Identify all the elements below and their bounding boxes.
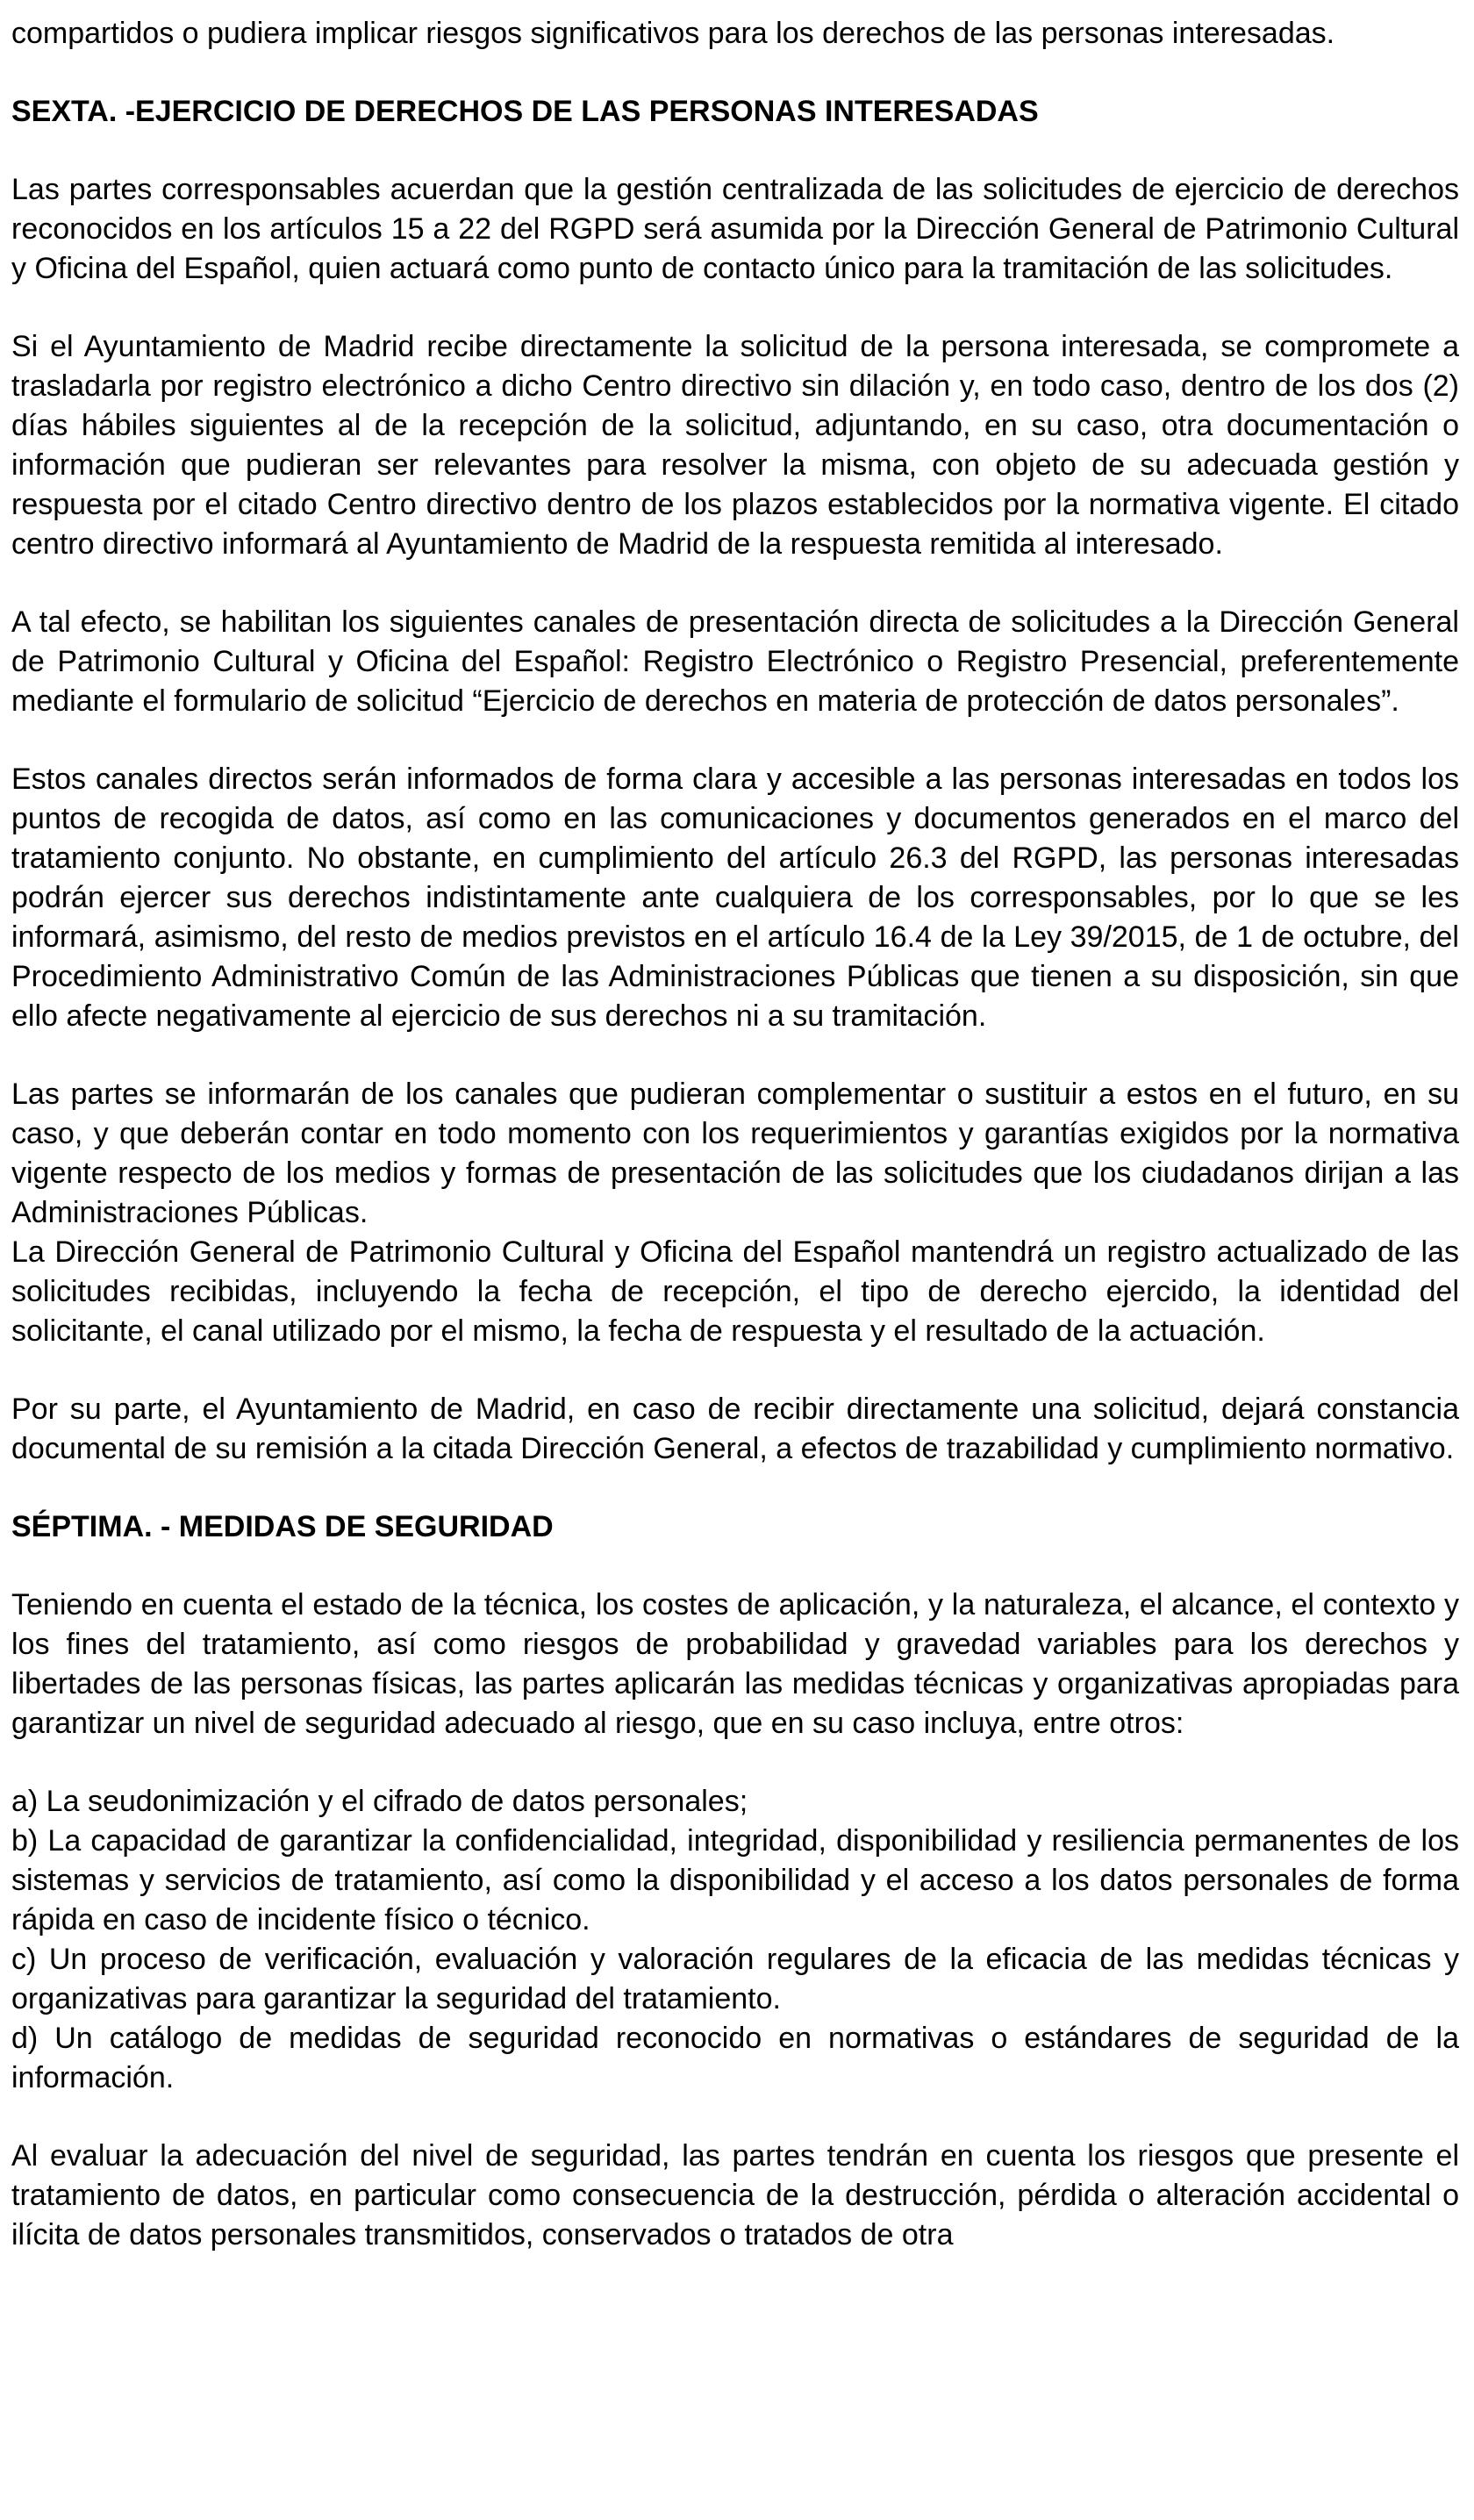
paragraph-continuation-bottom: Al evaluar la adecuación del nivel de seguridad, las partes tendrán en cuenta los riesgos que presente el tratamiento de datos, en particular como consecuencia de la destrucción, pérdida o alteración accidental o ilícita de datos personales transmitidos, conservados o tratados de otra (11, 2139, 1459, 2252)
paragraph-continuation-top: compartidos o pudiera implicar riesgos significativos para los derechos de las personas interesadas. (11, 17, 1335, 50)
section-heading-septima: SÉPTIMA. - MEDIDAS DE SEGURIDAD (11, 1510, 554, 1543)
list-item-d: d) Un catálogo de medidas de seguridad reconocido en normativas o estándares de seguridad de la información. (11, 2022, 1459, 2094)
paragraph: La Dirección General de Patrimonio Cultural y Oficina del Español mantendrá un registro actualizado de las solicitudes recibidas, incluyendo la fecha de recepción, el tipo de derecho ejercido, la identidad del solicitante, el canal utilizado por el mismo, la fecha de respuesta y el resultado de la actuación. (11, 1235, 1459, 1348)
list-item-c: c) Un proceso de verificación, evaluación y valoración regulares de la eficacia de las medidas técnicas y organizativas para garantizar la seguridad del tratamiento. (11, 1943, 1459, 2015)
paragraph: Teniendo en cuenta el estado de la técnica, los costes de aplicación, y la naturaleza, el alcance, el contexto y los fines del tratamiento, así como riesgos de probabilidad y gravedad variables para los derechos y libertades de las personas físicas, las partes aplicarán las medidas técnicas y organizativas apropiadas para garantizar un nivel de seguridad adecuado al riesgo, que en su caso incluya, entre otros: (11, 1588, 1459, 1740)
paragraph: A tal efecto, se habilitan los siguientes canales de presentación directa de solicitudes a la Dirección General de Patrimonio Cultural y Oficina del Español: Registro Electrónico o Registro Presencial, preferentemente mediante el formulario de solicitud “Ejercicio de derechos en materia de protección de datos personales”. (11, 605, 1459, 718)
paragraph: Si el Ayuntamiento de Madrid recibe directamente la solicitud de la persona interesada, se compromete a trasladarla por registro electrónico a dicho Centro directivo sin dilación y, en todo caso, dentro de los dos (2) días hábiles siguientes al de la recepción de la solicitud, adjuntando, en su caso, otra documentación o información que pudieran ser relevantes para resolver la misma, con objeto de su adecuada gestión y respuesta por el citado Centro directivo dentro de los plazos establecidos por la normativa vigente. El citado centro directivo informará al Ayuntamiento de Madrid de la respuesta remitida al interesado. (11, 330, 1459, 561)
list-item-b: b) La capacidad de garantizar la confidencialidad, integridad, disponibilidad y resiliencia permanentes de los sistemas y servicios de tratamiento, así como la disponibilidad y el acceso a los datos personales de forma rápida en caso de incidente físico o técnico. (11, 1824, 1459, 1937)
paragraph: Las partes se informarán de los canales que pudieran complementar o sustituir a estos en el futuro, en su caso, y que deberán contar en todo momento con los requerimientos y garantías exigidos por la normativa vigente respecto de los medios y formas de presentación de las solicitudes que los ciudadanos dirijan a las Administraciones Públicas. (11, 1077, 1459, 1229)
paragraph: Por su parte, el Ayuntamiento de Madrid, en caso de recibir directamente una solicitud, dejará constancia documental de su remisión a la citada Dirección General, a efectos de trazabilidad y cumplimiento normativo. (11, 1392, 1459, 1465)
section-heading-sexta: SEXTA. -EJERCICIO DE DERECHOS DE LAS PERSONAS INTERESADAS (11, 95, 1039, 128)
paragraph: Las partes corresponsables acuerdan que la gestión centralizada de las solicitudes de ejercicio de derechos reconocidos en los artículos 15 a 22 del RGPD será asumida por la Dirección General de Patrimonio Cultural y Oficina del Español, quien actuará como punto de contacto único para la tramitación de las solicitudes. (11, 173, 1459, 285)
paragraph: Estos canales directos serán informados de forma clara y accesible a las personas interesadas en todos los puntos de recogida de datos, así como en las comunicaciones y documentos generados en el marco del tratamiento conjunto. No obstante, en cumplimiento del artículo 26.3 del RGPD, las personas interesadas podrán ejercer sus derechos indistintamente ante cualquiera de los corresponsables, por lo que se les informará, asimismo, del resto de medios previstos en el artículo 16.4 de la Ley 39/2015, de 1 de octubre, del Procedimiento Administrativo Común de las Administraciones Públicas que tienen a su disposición, sin que ello afecte negativamente al ejercicio de sus derechos ni a su tramitación. (11, 762, 1459, 1033)
list-item-a: a) La seudonimización y el cifrado de datos personales; (11, 1785, 748, 1818)
